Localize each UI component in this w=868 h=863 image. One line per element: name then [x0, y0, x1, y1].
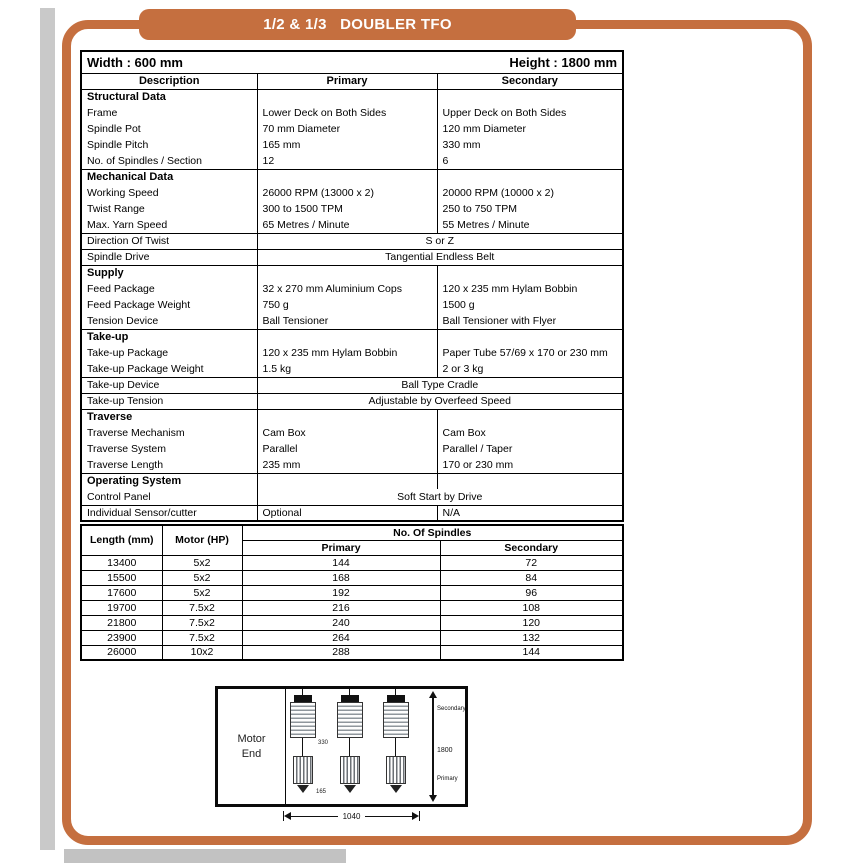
primary-value: 1.5 kg: [257, 361, 437, 377]
spec-label: Traverse Mechanism: [87, 427, 185, 439]
col-header-secondary: Secondary: [440, 540, 623, 555]
table-row: [81, 281, 623, 297]
table-row: [81, 105, 623, 121]
col-header-length: Length (mm): [81, 525, 162, 555]
section-row: [81, 265, 623, 281]
yarn-path: [395, 738, 396, 756]
secondary-value: Ball Tensioner with Flyer: [437, 313, 623, 329]
primary-value: 32 x 270 mm Aluminium Cops: [257, 281, 437, 297]
motor-value: 5x2: [162, 570, 242, 585]
spindle-unit: [290, 689, 316, 804]
package-cap: [341, 695, 359, 702]
motor-value: 7.5x2: [162, 600, 242, 615]
machine-layout-diagram: [215, 686, 468, 807]
primary-value: 300 to 1500 TPM: [257, 201, 437, 217]
secondary-value: 170 or 230 mm: [437, 457, 623, 473]
empty-cell: [257, 409, 437, 425]
empty-cell: [437, 89, 623, 105]
dimension-header-row: [81, 51, 623, 73]
empty-cell: [257, 329, 437, 345]
spindle-unit: [337, 689, 363, 804]
spec-label: Feed Package Weight: [87, 299, 191, 311]
length-value: 21800: [81, 615, 162, 630]
spindle-table: [80, 524, 624, 661]
table-row: [81, 297, 623, 313]
primary-spindles: 168: [242, 570, 440, 585]
secondary-spindles: 132: [440, 630, 623, 645]
spanning-value: Tangential Endless Belt: [257, 249, 623, 265]
table-row: [81, 425, 623, 441]
motor-value: 7.5x2: [162, 630, 242, 645]
section-row: [81, 473, 623, 489]
length-value: 17600: [81, 585, 162, 600]
empty-cell: [437, 265, 623, 281]
spec-label: Twist Range: [87, 203, 145, 215]
spindle-row: [81, 600, 623, 615]
page-edge-strip-left: [40, 8, 55, 850]
empty-cell: [257, 473, 437, 489]
primary-value: Parallel: [257, 441, 437, 457]
dimension-line: [291, 816, 338, 817]
package-cap: [387, 695, 405, 702]
secondary-value: 1500 g: [437, 297, 623, 313]
primary-value: 235 mm: [257, 457, 437, 473]
primary-pitch-dim: 165: [316, 789, 327, 795]
secondary-value: 55 Metres / Minute: [437, 217, 623, 233]
table-row: [81, 153, 623, 169]
col-header-primary: Primary: [257, 73, 437, 89]
spindle-unit: [383, 689, 409, 804]
spindle-row: [81, 585, 623, 600]
primary-value: Cam Box: [257, 425, 437, 441]
spanning-value: Ball Type Cradle: [257, 377, 623, 393]
col-header-primary: Primary: [242, 540, 440, 555]
spec-label: Working Speed: [87, 187, 159, 199]
empty-cell: [437, 329, 623, 345]
section-header: Operating System: [87, 475, 182, 488]
spec-label: Spindle Pitch: [87, 139, 149, 151]
primary-value: 26000 RPM (13000 x 2): [257, 185, 437, 201]
spanning-value: Adjustable by Overfeed Speed: [257, 393, 623, 409]
secondary-value: Cam Box: [437, 425, 623, 441]
section-row: [81, 329, 623, 345]
primary-spindles: 240: [242, 615, 440, 630]
title-banner: [139, 9, 576, 40]
spec-label: Traverse Length: [81, 457, 257, 473]
page-title: 1/2 & 1/3 DOUBLER TFO: [263, 16, 452, 33]
col-header-secondary: Secondary: [437, 73, 623, 89]
table-row: [81, 201, 623, 217]
spec-label: Frame: [87, 107, 118, 119]
length-value: 19700: [81, 600, 162, 615]
page-edge-strip-bottom: [64, 849, 346, 863]
primary-spindles: 144: [242, 555, 440, 570]
spec-label: Max. Yarn Speed: [81, 217, 257, 233]
primary-value: Lower Deck on Both Sides: [257, 105, 437, 121]
section-header: Structural Data: [87, 91, 166, 104]
secondary-package-icon: [383, 702, 409, 738]
primary-spindles: 264: [242, 630, 440, 645]
motor-value: 5x2: [162, 555, 242, 570]
spec-label: Individual Sensor/cutter: [87, 506, 197, 519]
secondary-spindles: 120: [440, 615, 623, 630]
secondary-package-icon: [290, 702, 316, 738]
primary-spindles: 192: [242, 585, 440, 600]
table-row: [81, 505, 623, 521]
horizontal-dimension-arrow: [283, 810, 420, 822]
section-row: [81, 89, 623, 105]
secondary-value: 330 mm: [437, 137, 623, 153]
primary-package-icon: [386, 756, 406, 784]
secondary-value: 6: [437, 153, 623, 169]
motor-end-box: [218, 689, 286, 804]
spec-label: No. of Spindles / Section: [81, 153, 257, 169]
spec-label: Feed Package: [87, 283, 155, 295]
table-row: [81, 185, 623, 201]
spindle-row: [81, 555, 623, 570]
spec-label: Take-up Package Weight: [81, 361, 257, 377]
secondary-spindles: 144: [440, 645, 623, 660]
spec-label: Take-up Tension: [81, 393, 257, 409]
primary-value: Ball Tensioner: [257, 313, 437, 329]
motor-value: 5x2: [162, 585, 242, 600]
table-row: [81, 393, 623, 409]
secondary-value: Parallel / Taper: [437, 441, 623, 457]
primary-value: 70 mm Diameter: [257, 121, 437, 137]
secondary-value: 120 mm Diameter: [437, 121, 623, 137]
empty-cell: [437, 409, 623, 425]
table-row: [81, 489, 623, 505]
secondary-value: N/A: [437, 505, 623, 521]
spec-label: Take-up Package: [87, 347, 169, 359]
yarn-path: [302, 738, 303, 756]
dimension-tick: [419, 811, 420, 821]
vertical-dimension-arrow: [432, 696, 434, 797]
col-header-motor: Motor (HP): [162, 525, 242, 555]
primary-value: 165 mm: [257, 137, 437, 153]
secondary-spindles: 108: [440, 600, 623, 615]
section-header: Take-up: [87, 331, 129, 344]
table-row: [81, 345, 623, 361]
dimension-line: [365, 816, 412, 817]
table-row: [81, 457, 623, 473]
secondary-package-icon: [337, 702, 363, 738]
yarn-path: [349, 738, 350, 756]
length-value: 26000: [81, 645, 162, 660]
col-header-spindles: No. Of Spindles: [242, 525, 623, 540]
secondary-value: 20000 RPM (10000 x 2): [437, 185, 623, 201]
table-row: [81, 441, 623, 457]
secondary-spindles: 72: [440, 555, 623, 570]
spec-label: Spindle Drive: [81, 249, 257, 265]
section-header: Supply: [87, 267, 124, 280]
secondary-value: Paper Tube 57/69 x 170 or 230 mm: [437, 345, 623, 361]
yarn-guide-icon: [344, 785, 356, 793]
section-header: Mechanical Data: [87, 171, 174, 184]
section-row: [81, 169, 623, 185]
height-dimension-label: 1800: [437, 747, 453, 754]
secondary-value: Upper Deck on Both Sides: [437, 105, 623, 121]
spindle-row: [81, 570, 623, 585]
spec-label: Control Panel: [81, 489, 257, 505]
primary-value: 65 Metres / Minute: [257, 217, 437, 233]
length-value: 23900: [81, 630, 162, 645]
primary-spindles: 216: [242, 600, 440, 615]
secondary-value: 120 x 235 mm Hylam Bobbin: [437, 281, 623, 297]
empty-cell: [257, 89, 437, 105]
spec-label: Traverse System: [87, 443, 166, 455]
length-value: 15500: [81, 570, 162, 585]
section-header: Traverse: [87, 411, 133, 424]
table-row: [81, 137, 623, 153]
spec-label: Direction Of Twist: [81, 233, 257, 249]
spec-label: Tension Device: [81, 313, 257, 329]
empty-cell: [257, 265, 437, 281]
motor-value: 10x2: [162, 645, 242, 660]
primary-package-icon: [340, 756, 360, 784]
motor-value: 7.5x2: [162, 615, 242, 630]
col-header-description: Description: [81, 73, 257, 89]
motor-end-label: Motor End: [237, 732, 266, 760]
secondary-zone-label: Secondary: [437, 706, 466, 712]
column-header-row: [81, 73, 623, 89]
table-row: [81, 249, 623, 265]
content-area: [80, 50, 622, 661]
spindle-row: [81, 645, 623, 660]
empty-cell: [437, 473, 623, 489]
primary-value: 120 x 235 mm Hylam Bobbin: [257, 345, 437, 361]
width-header: Width : 600 mm: [81, 51, 437, 73]
height-header: Height : 1800 mm: [437, 51, 623, 73]
spanning-value: S or Z: [257, 233, 623, 249]
table-row: [81, 361, 623, 377]
arrow-left-icon: [284, 812, 291, 820]
spec-label: Take-up Device: [81, 377, 257, 393]
spec-label: Spindle Pot: [87, 123, 141, 135]
primary-value: 12: [257, 153, 437, 169]
table-row: [81, 121, 623, 137]
empty-cell: [257, 169, 437, 185]
empty-cell: [437, 169, 623, 185]
table-row: [81, 217, 623, 233]
spindle-header-row: [81, 525, 623, 540]
primary-spindles: 288: [242, 645, 440, 660]
spindle-row: [81, 615, 623, 630]
secondary-value: 2 or 3 kg: [437, 361, 623, 377]
primary-value: 750 g: [257, 297, 437, 313]
arrow-down-icon: [429, 795, 437, 802]
length-value: 13400: [81, 555, 162, 570]
arrow-right-icon: [412, 812, 419, 820]
table-row: [81, 377, 623, 393]
arrow-up-icon: [429, 691, 437, 698]
spanning-value: Soft Start by Drive: [257, 489, 623, 505]
primary-zone-label: Primary: [437, 776, 458, 782]
yarn-guide-icon: [297, 785, 309, 793]
width-dimension-label: 1040: [342, 811, 361, 821]
spindle-row: [81, 630, 623, 645]
secondary-pitch-dim: 330: [318, 740, 329, 746]
spec-table: [80, 50, 624, 522]
primary-value: Optional: [257, 505, 437, 521]
section-row: [81, 409, 623, 425]
secondary-value: 250 to 750 TPM: [437, 201, 623, 217]
table-row: [81, 233, 623, 249]
yarn-guide-icon: [390, 785, 402, 793]
secondary-spindles: 96: [440, 585, 623, 600]
table-row: [81, 313, 623, 329]
primary-package-icon: [293, 756, 313, 784]
secondary-spindles: 84: [440, 570, 623, 585]
package-cap: [294, 695, 312, 702]
